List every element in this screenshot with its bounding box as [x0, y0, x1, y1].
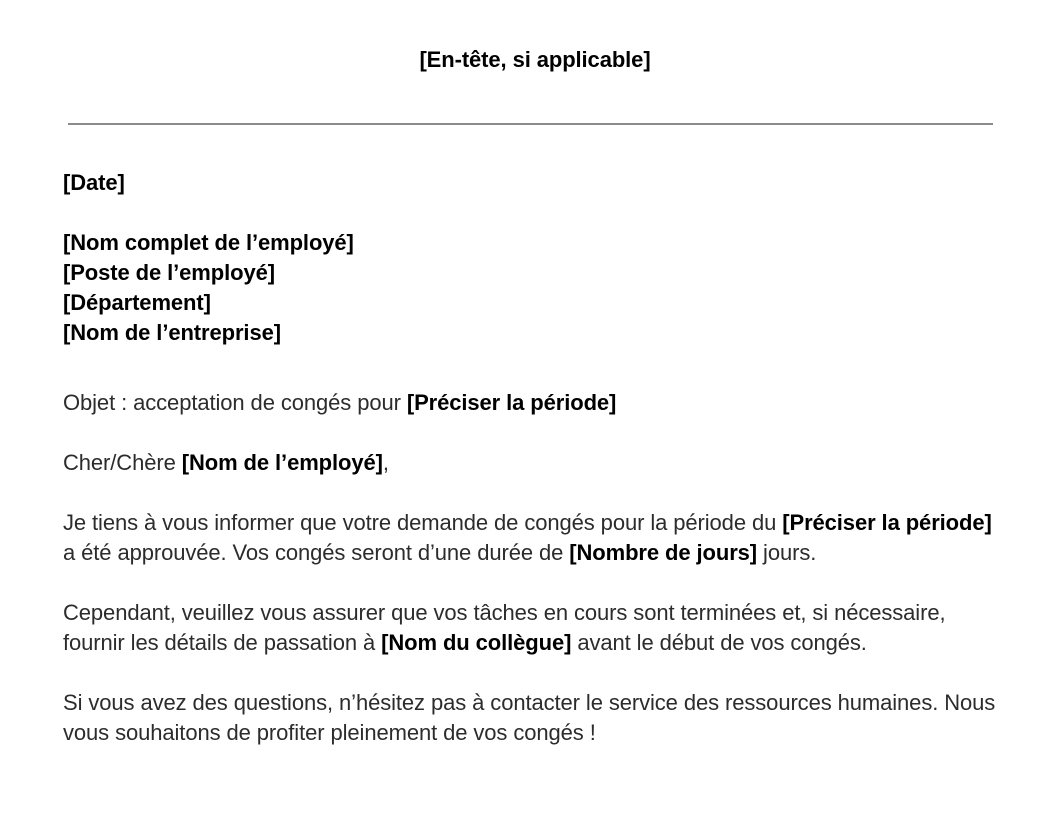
- placeholder-field: [Nom de l’employé]: [181, 450, 383, 475]
- letter-header-placeholder: [En-tête, si applicable]: [419, 47, 651, 72]
- placeholder-field: [Préciser la période]: [406, 390, 617, 415]
- body-paragraph-handover: [63, 598, 1007, 658]
- text-run: Je tiens à vous informer que votre demande de congés pour la période du: [63, 510, 783, 535]
- body-paragraph-contact: [63, 688, 1007, 748]
- text-run: Cependant, veuillez vous assurer que vos tâches en cours sont terminées et, si nécessaire, fournir les détails de passation à: [63, 600, 946, 655]
- recipient-position: [Poste de l’employé]: [63, 260, 275, 285]
- subject-line: [63, 388, 1007, 418]
- text-run: ,: [382, 450, 389, 475]
- text-run: Si vous avez des questions, n’hésitez pas à contacter le service des ressources humaines. Nous vous souhaitons de profiter pleinement de vos congés !: [63, 690, 996, 745]
- text-run: a été approuvée. Vos congés seront d’une durée de: [63, 540, 570, 565]
- body-paragraph-approval: [63, 508, 1007, 568]
- text-run: avant le début de vos congés.: [571, 630, 867, 655]
- placeholder-field: [Nom du collègue]: [381, 630, 572, 655]
- text-run: Objet : acceptation de congés pour: [63, 390, 407, 415]
- placeholder-field: [Nombre de jours]: [569, 540, 758, 565]
- text-run: jours.: [757, 540, 817, 565]
- date-placeholder: [Date]: [63, 170, 125, 195]
- placeholder-field: [Préciser la période]: [782, 510, 992, 535]
- recipient-name: [Nom complet de l’employé]: [63, 230, 354, 255]
- header-divider: [68, 123, 993, 125]
- recipient-company: [Nom de l’entreprise]: [63, 320, 281, 345]
- recipient-department: [Département]: [63, 290, 211, 315]
- recipient-block: [63, 228, 1007, 348]
- text-run: Cher/Chère: [63, 450, 182, 475]
- salutation-line: [63, 448, 1007, 478]
